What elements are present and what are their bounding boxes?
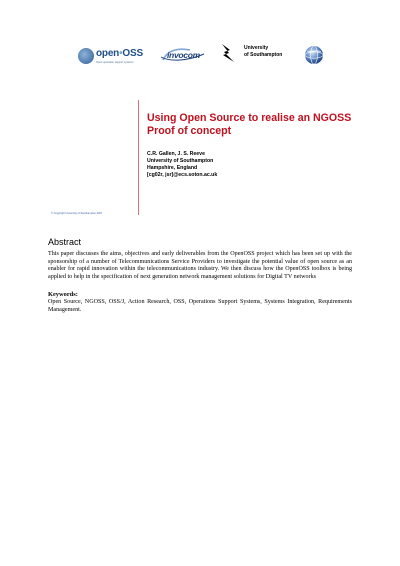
globe-icon	[304, 45, 324, 65]
openoss-tagline: Open operation support systems	[96, 61, 134, 64]
abstract-body: This paper discusses the aims, objectives and early deliverables from the OpenOSS project which has been set up with the sponsorship of a number of Telecommunications Service Providers to investigate the potential value of open source as an enabler for rapid innovation within the telecommunications industry. We then discuss how the OpenOSS toolbox is being applied to help in the specification of next generation network management solutions for Digital TV networks	[48, 251, 352, 280]
openoss-globe-icon	[78, 48, 94, 64]
paper-title: Using Open Source to realise an NGOSS Proof of concept	[147, 112, 352, 137]
southampton-wordmark: University of Southampton	[244, 45, 283, 58]
title-divider	[138, 100, 139, 215]
keywords-heading: Keywords:	[48, 291, 78, 298]
southampton-logo	[220, 44, 290, 66]
invocom-wordmark: invocom	[167, 50, 200, 60]
southampton-crest-icon	[220, 44, 236, 63]
invocom-logo	[160, 48, 206, 62]
author-block	[147, 151, 347, 179]
author-institution: University of Southampton	[147, 158, 214, 164]
author-names: C.R. Gallen, J. S. Reeve	[147, 151, 205, 157]
openoss-wordmark: open•OSS	[96, 48, 143, 59]
abstract-heading: Abstract	[48, 237, 82, 247]
sponsor-globe-logo	[304, 45, 324, 65]
openoss-logo	[78, 44, 143, 72]
author-location: Hampshire, England	[147, 165, 198, 171]
author-email: [cg02r, jsr]@ecs.soton.ac.uk	[147, 172, 218, 178]
copyright-notice: © Copyright University of Southampton 2007	[51, 212, 103, 215]
keywords-body: Open Source, NGOSS, OSS/J, Action Research, OSS, Operations Support Systems, Systems Integration, Requirements Management.	[48, 299, 352, 313]
